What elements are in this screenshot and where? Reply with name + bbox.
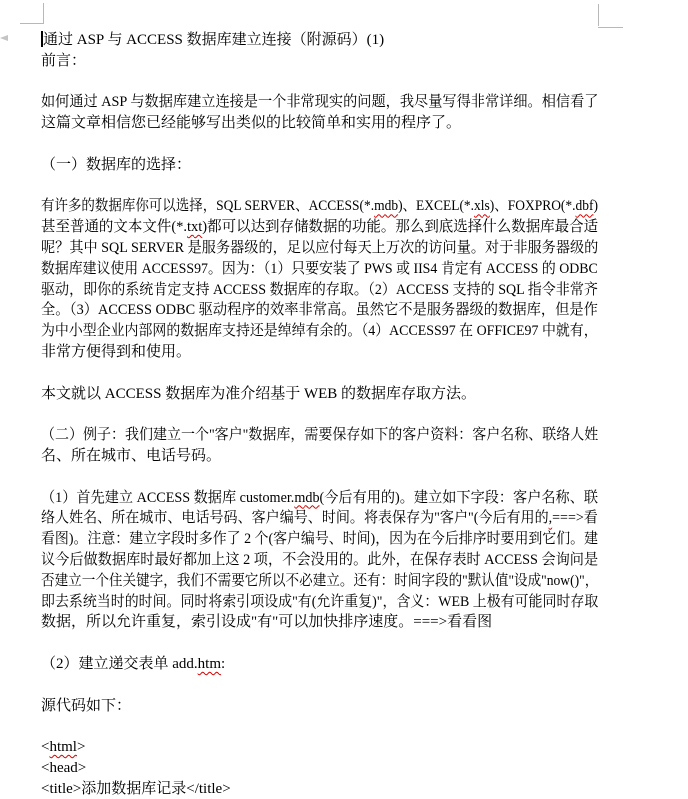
blank-line[interactable] <box>41 716 598 737</box>
text-line[interactable] <box>41 550 598 571</box>
text-run: 如何通过 ASP 与数据库建立连接是一个非常现实的问题，我尽量写得非常详细。相信看了 <box>41 94 599 111</box>
text-run: 这篇文章相信您已经能够写出类似的比较简单和实用的程序了。 <box>41 115 462 132</box>
text-run: 数据库建议使用 ACCESS97。因为：（1）只要安装了 PWS 或 IIS4 肯定有 ACCESS 的 ODBC <box>41 260 598 277</box>
text-line[interactable] <box>41 529 598 550</box>
text-run: 数据，所以允许重复，索引设成"有"可以加快排序速度。===>看看图 <box>41 614 493 631</box>
misspelled-word: dbf <box>575 198 594 215</box>
text-run: （2）建立递交表单 add. <box>41 655 198 672</box>
text-run: < <box>41 739 50 756</box>
misspelled-word: xls <box>474 198 490 215</box>
text-run: 源代码如下： <box>41 697 132 714</box>
text-line[interactable] <box>41 384 598 405</box>
misspelled-word: mdb <box>374 198 399 215</box>
text-run: 非常方便得到和使用。 <box>41 343 192 360</box>
misspelled-word: html <box>49 739 77 756</box>
text-line[interactable] <box>41 612 598 633</box>
blank-line[interactable] <box>41 72 598 93</box>
text-line[interactable] <box>41 113 598 134</box>
text-line[interactable] <box>41 238 598 259</box>
text-line[interactable] <box>41 217 598 238</box>
text-run: 为中小型企业内部网的数据库支持还是绰绰有余的。（4）ACCESS97 在 OFFICE97 中就有， <box>41 323 598 340</box>
text-run: 前言： <box>41 52 87 69</box>
blank-line[interactable] <box>41 363 598 384</box>
blank-line[interactable] <box>41 675 598 696</box>
text-line[interactable] <box>41 571 598 592</box>
code-line[interactable] <box>41 737 598 758</box>
text-run: 甚至普通的文本文件(*. <box>41 219 188 236</box>
text-run: )、FOXPRO(*. <box>489 198 576 215</box>
text-run: 呢？其中 SQL SERVER 是服务器级的，足以应付每天上万次的访问量。对于非服务器级的 <box>41 239 599 256</box>
text-run: 看图)。注意：建立字段时多作了 2 个(客户编号、时间)，因为在今后排序时要用到它们。建 <box>41 531 598 548</box>
text-run: 本文就以 ACCESS 数据库为准介绍基于 WEB 的数据库存取方法。 <box>41 385 477 402</box>
blank-line[interactable] <box>41 176 598 197</box>
text-line[interactable] <box>41 196 598 217</box>
blank-line[interactable] <box>41 467 598 488</box>
text-run: 通过 ASP 与 ACCESS 数据库建立连接（附源码）(1) <box>43 32 385 48</box>
text-line[interactable] <box>41 259 598 280</box>
text-line[interactable] <box>41 696 598 717</box>
text-run: : <box>221 655 226 672</box>
text-run: 有许多的数据库你可以选择，SQL SERVER、ACCESS(*. <box>41 198 375 215</box>
margin-crop-mark-top-right-horizontal <box>598 27 623 28</box>
text-run: <title>添加数据库记录</title> <box>41 780 231 797</box>
text-run: 否建立一个住关键字，我们不需要它所以不必建立。还有：时间字段的"默认值"设成"now()"， <box>41 572 599 589</box>
misspelled-word: mdb <box>294 489 320 506</box>
text-line[interactable] <box>41 508 598 529</box>
title-line[interactable] <box>41 30 598 51</box>
misspelled-word: txt <box>187 219 203 236</box>
section-1-heading[interactable] <box>41 155 598 176</box>
text-line[interactable] <box>41 280 598 301</box>
preface-label[interactable] <box>41 51 598 72</box>
text-line[interactable] <box>41 446 598 467</box>
text-run: （二）例子：我们建立一个"客户"数据库，需要保存如下的客户资料：客户名称、联络人姓 <box>41 427 599 444</box>
document-text[interactable] <box>41 30 598 799</box>
misspelled-word: , <box>548 510 553 527</box>
text-line[interactable] <box>41 300 598 321</box>
text-run: 即去系统当时的时间。同时将索引项设成"有(允许重复)"，含义：WEB 上极有可能同时存取 <box>41 593 599 610</box>
text-line[interactable] <box>41 342 598 363</box>
misspelled-word: htm <box>197 655 222 672</box>
text-line[interactable] <box>41 92 598 113</box>
text-line[interactable] <box>41 321 598 342</box>
text-run: 络人姓名、所在城市、电话号码、客户编号、时间。将表保存为"客户"(今后有用的 <box>41 510 549 527</box>
text-run: > <box>76 739 86 756</box>
text-line[interactable] <box>41 488 598 509</box>
text-line[interactable] <box>41 654 598 675</box>
text-run: <head> <box>41 759 87 776</box>
margin-crop-mark-top-right-vertical <box>598 4 599 26</box>
text-line[interactable] <box>41 592 598 613</box>
text-run: 名、所在城市、电话号码。 <box>41 447 222 464</box>
blank-line[interactable] <box>41 633 598 654</box>
blank-line[interactable] <box>41 134 598 155</box>
text-run: (今后有用的)。建立如下字段：客户名称、联 <box>319 489 599 506</box>
text-run: 驱动，即你的系统肯定支持 ACCESS 数据库的存取。（2）ACCESS 支持的 SQL 指令非常齐 <box>41 281 598 298</box>
margin-crop-mark-top-left-horizontal <box>20 23 44 24</box>
pointer-artifact <box>0 35 8 41</box>
code-line[interactable] <box>41 758 598 779</box>
text-run: )都可以达到存储数据的功能。那么到底选择什么数据库最合适 <box>202 219 599 236</box>
text-run: )、EXCEL(*. <box>398 198 475 215</box>
section-2-heading[interactable] <box>41 425 598 446</box>
code-line[interactable] <box>41 779 598 799</box>
margin-crop-mark-top-left-vertical <box>43 3 44 23</box>
text-run: （一）数据库的选择： <box>41 156 192 173</box>
text-run: ===>看 <box>552 510 598 527</box>
text-run: ) <box>593 198 598 215</box>
blank-line[interactable] <box>41 404 598 425</box>
text-run: 全。（3）ACCESS ODBC 驱动程序的效率非常高。虽然它不是服务器级的数据库，但是作 <box>41 302 598 319</box>
text-run: （1）首先建立 ACCESS 数据库 customer. <box>41 489 295 506</box>
text-run: 议今后做数据库时最好都加上这 2 项，不会没用的。此外，在保存表时 ACCESS 会询问是 <box>41 551 599 568</box>
